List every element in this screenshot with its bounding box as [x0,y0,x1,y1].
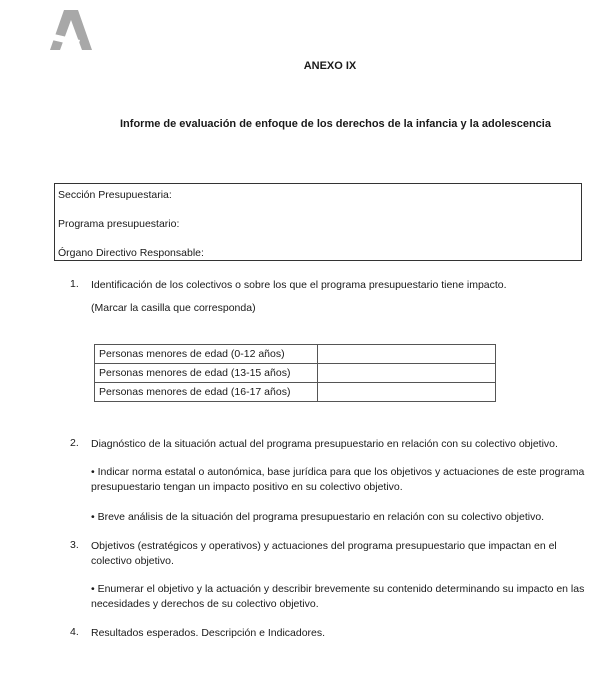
section-1-title: Identificación de los colectivos o sobre los que el programa presupuestario tiene impacto. [91,279,507,291]
annex-title: ANEXO IX [303,60,357,72]
section-3-bullet-1: • Enumerar el objetivo y la actuación y describir brevemente su contenido determinando su impacto en las necesidades y derechos de su colectivo objetivo. [91,583,585,610]
table-row [95,345,496,364]
age-group-label: Personas menores de edad (0-12 años) [95,345,318,364]
report-title: Informe de evaluación de enfoque de los derechos de la infancia y la adolescencia [120,118,551,130]
junta-andalucia-logo-icon [50,10,92,50]
section-3-title: Objetivos (estratégicos y operativos) y actuaciones del programa presupuestario que impactan en el colectivo objetivo. [91,540,557,567]
section-2-title: Diagnóstico de la situación actual del programa presupuestario en relación con su colectivo objetivo. [91,438,558,450]
budget-info-box [54,183,582,261]
seccion-presupuestaria-label: Sección Presupuestaria: [58,189,172,201]
programa-presupuestario-label: Programa presupuestario: [58,218,180,230]
age-group-label: Personas menores de edad (16-17 años) [95,383,318,402]
section-1-number: 1. [70,278,79,290]
section-2-bullet-2: • Breve análisis de la situación del programa presupuestario en relación con su colectivo objetivo. [91,511,545,523]
age-group-checkbox-cell[interactable] [317,364,496,383]
section-2-bullet-1: • Indicar norma estatal o autonómica, base jurídica para que los objetivos y actuaciones de este programa presupuestario tengan un impacto positivo en su colectivo objetivo. [91,466,585,493]
age-group-table [94,344,496,402]
section-4-number: 4. [70,626,79,638]
section-4-title: Resultados esperados. Descripción e Indicadores. [91,627,326,639]
section-3-number: 3. [70,539,79,551]
table-row [95,364,496,383]
age-group-checkbox-cell[interactable] [317,345,496,364]
section-1-note: (Marcar la casilla que corresponda) [91,302,256,314]
organo-directivo-label: Órgano Directivo Responsable: [58,247,204,259]
age-group-checkbox-cell[interactable] [317,383,496,402]
table-row [95,383,496,402]
section-2-number: 2. [70,437,79,449]
age-group-label: Personas menores de edad (13-15 años) [95,364,318,383]
